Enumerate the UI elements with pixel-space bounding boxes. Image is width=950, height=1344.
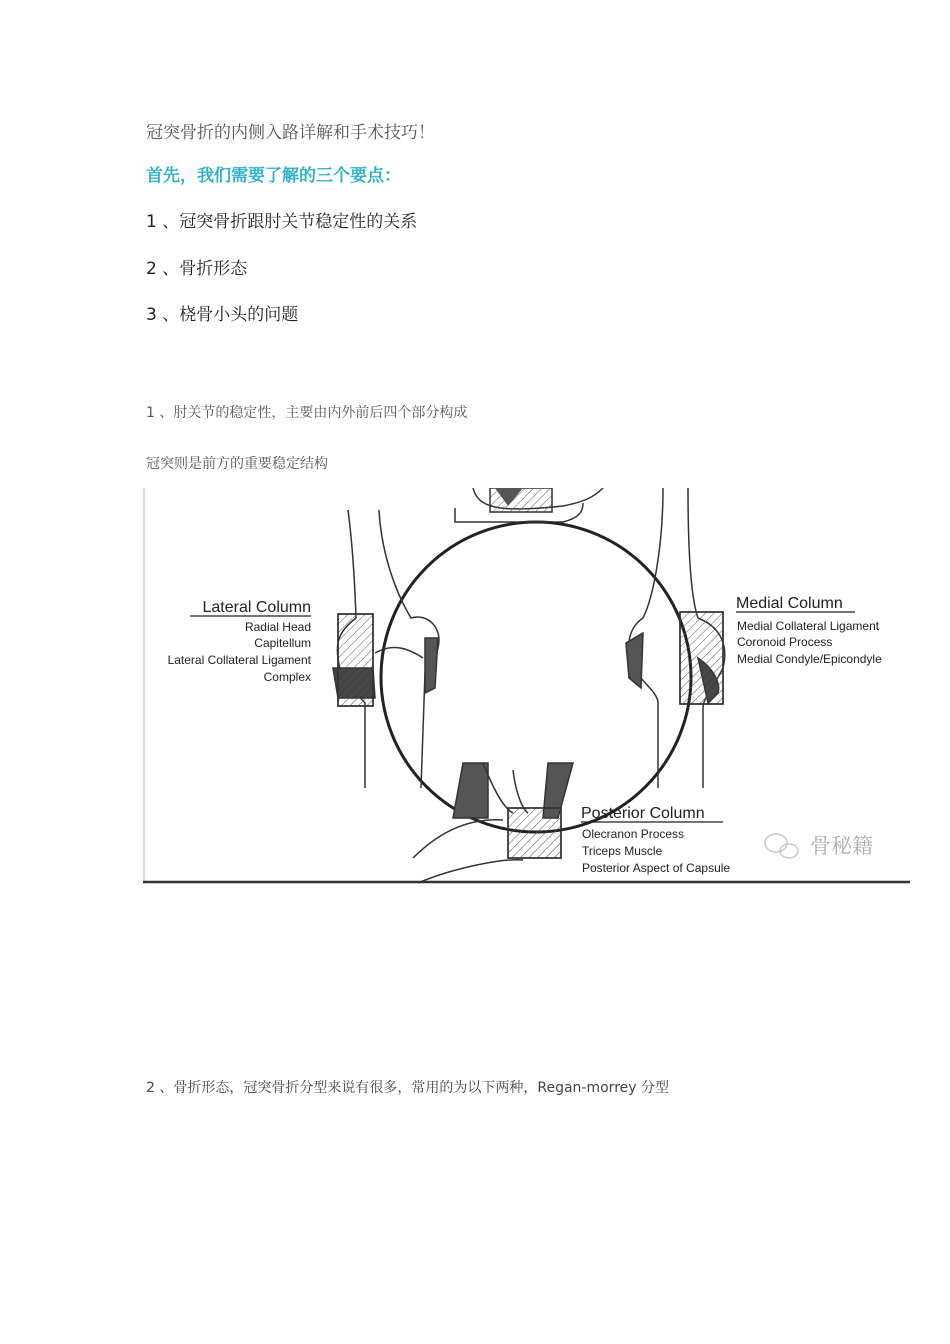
- lateral-column-item: Capitellum: [254, 636, 311, 650]
- document-title: 冠突骨折的内侧入路详解和手术技巧！: [146, 123, 435, 143]
- medial-column-heading: Medial Column: [736, 595, 843, 612]
- medial-column-item: Medial Collateral Ligament: [737, 619, 880, 633]
- section1-line2: 冠突则是前方的重要稳定结构: [146, 456, 328, 472]
- section2-classification-name: Regan-morrey: [537, 1080, 637, 1096]
- posterior-column-heading: Posterior Column: [581, 805, 705, 822]
- key-point-text: 、骨折形态: [156, 259, 248, 279]
- intro-heading: 首先，我们需要了解的三个要点：: [146, 166, 401, 186]
- key-point-text: 、冠突骨折跟肘关节稳定性的关系: [156, 212, 418, 232]
- key-point-number: 2: [146, 259, 157, 279]
- section1-line1: [146, 402, 467, 422]
- elbow-columns-figure: [143, 488, 910, 884]
- watermark-text: 骨秘籍: [810, 834, 873, 858]
- medial-column-item: Coronoid Process: [737, 635, 833, 649]
- posterior-column-item: Triceps Muscle: [582, 844, 663, 858]
- key-point-number: 1: [146, 212, 157, 232]
- section2-number: 2: [146, 1080, 155, 1096]
- key-point-1: [146, 207, 417, 232]
- section1-number: 1: [146, 405, 155, 421]
- key-point-2: [146, 254, 247, 279]
- section2-text-end: 分型: [636, 1080, 669, 1096]
- posterior-column-item: Posterior Aspect of Capsule: [582, 861, 731, 875]
- key-point-text: 、桡骨小头的问题: [156, 305, 299, 325]
- lateral-column-item: Complex: [263, 670, 311, 684]
- key-point-number: 3: [146, 305, 157, 325]
- section1-text: 、肘关节的稳定性，主要由内外前后四个部分构成: [154, 405, 468, 421]
- posterior-column-item: Olecranon Process: [582, 827, 685, 841]
- lateral-column-item: Lateral Collateral Ligament: [167, 653, 311, 667]
- lateral-column-item: Radial Head: [244, 620, 311, 634]
- section2-text: 、骨折形态，冠突骨折分型来说有很多，常用的为以下两种，: [154, 1080, 538, 1096]
- section2-line: [146, 1077, 669, 1097]
- key-point-3: [146, 300, 298, 325]
- lateral-column-heading: Lateral Column: [202, 599, 311, 616]
- medial-column-item: Medial Condyle/Epicondyle: [737, 652, 882, 666]
